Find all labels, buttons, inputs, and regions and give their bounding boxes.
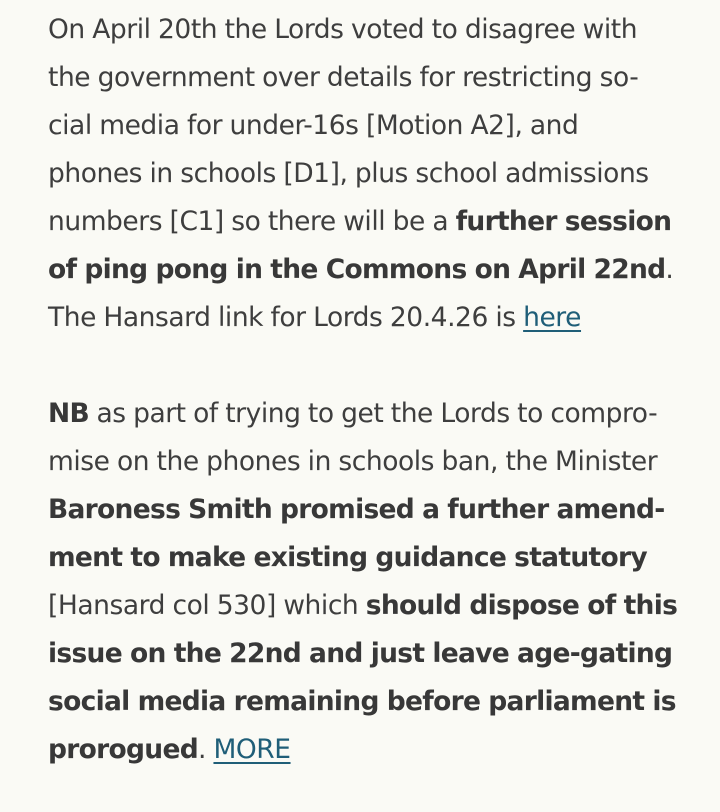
text-line: On April 20th the Lords voted to disagree with [48,14,638,45]
article-body [48,6,688,774]
text-line [48,246,688,294]
text-line [48,534,688,582]
bold-text: ment to make existing guidance statutory [48,542,647,573]
bold-text: social media remaining before parliament is [48,686,676,717]
text-line: phones in schools [D1], plus school admissions [48,158,649,189]
bold-text: Baroness Smith promised a further amend- [48,494,665,525]
text-line [48,630,688,678]
paragraph-nb [48,390,688,774]
more-link[interactable]: MORE [213,734,291,765]
bold-text: issue on the 22nd and just leave age-gating [48,638,673,669]
text-line: mise on the phones in schools ban, the Minister [48,446,658,477]
hansard-link[interactable]: here [523,302,582,333]
bold-text: should dispose of this [365,590,678,621]
text-line [48,198,688,246]
paragraph-lords-vote [48,6,688,342]
text-plain: . [198,734,214,765]
text-line [48,390,688,438]
bold-text: NB [48,398,89,429]
text-line [48,678,688,726]
text-line: the government over details for restricting so- [48,62,639,93]
text-line [48,726,688,774]
text-plain: as part of trying to get the Lords to compro- [88,398,658,429]
text-plain: The Hansard link for Lords 20.4.26 is [48,302,524,333]
text-line: cial media for under-16s [Motion A2], and [48,110,579,141]
bold-text: further session [455,206,672,237]
bold-text: of ping pong in the Commons on April 22nd [48,254,666,285]
bold-text: prorogued [48,734,198,765]
text-plain: [Hansard col 530] which [48,590,366,621]
text-line [48,582,688,630]
text-plain: . [665,254,674,285]
text-line [48,486,688,534]
text-plain: numbers [C1] so there will be a [48,206,456,237]
text-line [48,294,688,342]
